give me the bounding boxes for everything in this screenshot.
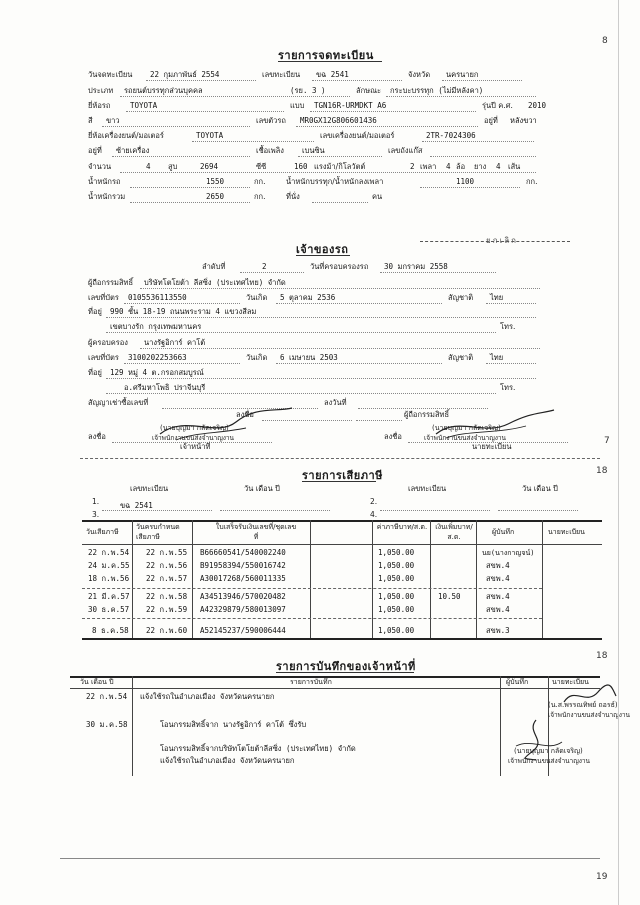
seq-value: 2 xyxy=(262,262,267,271)
tax-by: สขพ.4 xyxy=(486,605,510,614)
registration-title: รายการจดทะเบียน xyxy=(278,49,374,62)
engine-brand-value: TOYOTA xyxy=(196,131,224,140)
contract-date-label: ลงวันที่ xyxy=(324,398,347,407)
tax-date-header-right: วัน เดือน ปี xyxy=(522,484,558,493)
possession-value: 30 มกราคม 2558 xyxy=(384,262,448,271)
possessor-addr-label: ที่อยู่ xyxy=(88,368,102,377)
tax-by: สขพ.4 xyxy=(486,574,510,583)
page-number: 18 xyxy=(596,466,608,476)
legal-owner-label: ผู้ถือกรรมสิทธิ์ xyxy=(88,278,134,287)
reg-no-value: ขฉ 2541 xyxy=(316,70,349,79)
year-value: 2010 xyxy=(528,101,547,110)
model-value: TGN16R-URMDKT A6 xyxy=(314,101,387,110)
tax-col-extra: เงินเพิ่มบาท/ส.ต. xyxy=(435,523,473,541)
tax-paid: 24 ม.ค.55 xyxy=(88,561,130,570)
log-stamp-bottom-role: เจ้าพนักงานขนส่งจำนาญงาน xyxy=(508,757,590,765)
log-stamp-top-role: เจ้าพนักงานขนส่งจำนาญงาน xyxy=(548,711,630,719)
tyre-value: 4 xyxy=(496,162,501,171)
engine-no-value: 2TR-7024306 xyxy=(426,131,476,140)
cyl-unit: สูบ xyxy=(168,162,178,171)
log-col-entry: รายการบันทึก xyxy=(290,678,332,686)
weight-unit: กก. xyxy=(254,177,266,186)
log-col-by: ผู้บันทึก xyxy=(506,678,529,686)
log-stamp-bottom-name: (นายบุญมา กลัดเจริญ) xyxy=(514,747,583,755)
log-date: 22 ก.พ.54 xyxy=(86,692,128,701)
type-value: รถยนต์บรรทุกส่วนบุคคล xyxy=(124,86,203,95)
owner-id-label: เลขที่บัตร xyxy=(88,293,119,302)
cc-unit: ซีซี xyxy=(256,162,267,171)
page-number: 19 xyxy=(596,872,608,882)
tax-col-paid: วันเสียภาษี xyxy=(86,528,119,536)
tax-due: 22 ก.พ.57 xyxy=(146,574,188,583)
owner-nat-value: ไทย xyxy=(490,293,504,302)
officer-right-role: เจ้าพนักงานขนส่งจำนาญงาน xyxy=(424,434,506,442)
officer-left-title: เจ้าหน้าที่ xyxy=(180,442,211,451)
tax-receipt: A30017268/560011335 xyxy=(200,574,286,583)
owner-title: เจ้าของรถ xyxy=(296,243,349,256)
officer-right-title: นายทะเบียน xyxy=(472,442,512,451)
tax-plate-header-left: เลขทะเบียน xyxy=(130,484,169,493)
cyl-value: 4 xyxy=(146,162,151,171)
tax-paid: 22 ก.พ.54 xyxy=(88,548,130,557)
tax-col-due: วันครบกำหนดเสียภาษี xyxy=(136,523,180,541)
tax-date-header-left: วัน เดือน ปี xyxy=(244,484,280,493)
model-label: แบบ xyxy=(290,101,305,110)
reg-date-value: 22 กุมภาพันธ์ 2554 xyxy=(150,70,220,79)
log-date: 30 ม.ค.58 xyxy=(86,720,128,729)
wheel-unit: ล้อ xyxy=(456,162,466,171)
seat-unit: คน xyxy=(372,192,383,201)
tax-title: รายการเสียภาษี xyxy=(302,469,383,482)
tax-by: สขพ.4 xyxy=(486,592,510,601)
possessor-value: นางรัฐอิการ์ คาโต้ xyxy=(144,338,206,347)
page-number: 7 xyxy=(604,436,610,446)
tax-paid: 8 ธ.ค.58 xyxy=(92,626,129,635)
reg-no-label: เลขทะเบียน xyxy=(262,70,301,79)
tax-by: สขพ.4 xyxy=(486,561,510,570)
tax-amount: 1,050.00 xyxy=(378,626,415,635)
possessor-nat-value: ไทย xyxy=(490,353,504,362)
tax-amount: 1,050.00 xyxy=(378,561,415,570)
axle-value: 2 xyxy=(410,162,415,171)
log-col-date: วัน เดือน ปี xyxy=(80,678,114,686)
page-number: 8 xyxy=(602,36,608,46)
sign-left-label: ลงชื่อ xyxy=(88,432,106,441)
possessor-tel-label: โทร. xyxy=(500,383,516,392)
contract-label: สัญญาเช่าซื้อเลขที่ xyxy=(88,398,149,407)
possessor-dob-value: 6 เมษายน 2503 xyxy=(280,353,338,362)
officer-right-name: (นายบุญมา กลัดเจริญ) xyxy=(432,424,501,432)
weight-value: 1550 xyxy=(206,177,225,186)
weight-label: น้ำหนักรถ xyxy=(88,177,121,186)
tax-extra: 10.50 xyxy=(438,592,461,601)
chassis-loc-value: หลังขวา xyxy=(510,116,537,125)
reg-date-label: วันจดทะเบียน xyxy=(88,70,133,79)
brand-label: ยี่ห้อรถ xyxy=(88,101,111,110)
style-label: ลักษณะ xyxy=(356,86,382,95)
load-label: น้ำหนักบรรทุก/น้ำหนักลงเพลา xyxy=(286,177,384,186)
count-label: จำนวน xyxy=(88,162,112,171)
chassis-loc-label: อยู่ที่ xyxy=(484,116,498,125)
year-label: รุ่นปี ค.ศ. xyxy=(482,101,513,110)
possessor-id-value: 3100202253663 xyxy=(128,353,187,362)
tax-col-registrar: นายทะเบียน xyxy=(548,528,585,536)
owner-addr2: เขตบางรัก กรุงเทพมหานคร xyxy=(110,322,202,331)
cc-value: 2694 xyxy=(200,162,219,171)
owner-id-value: 0105536113550 xyxy=(128,293,187,302)
style-value: กระบะบรรทุก (ไม่มีหลังคา) xyxy=(390,86,484,95)
tank-label: เลขถังแก๊ส xyxy=(388,146,423,155)
load-unit: กก. xyxy=(526,177,538,186)
province-value: นครนายก xyxy=(446,70,479,79)
officer-left-role: เจ้าพนักงานขนส่งจำนาญงาน xyxy=(152,434,234,442)
owner-tel-label: โทร. xyxy=(500,322,516,331)
owner-nat-label: สัญชาติ xyxy=(448,293,474,302)
tax-receipt: A52145237/590006444 xyxy=(200,626,286,635)
log-line: แจ้งใช้รถในอำเภอเมือง จังหวัดนครนายก xyxy=(160,756,295,765)
tax-plate-no: 1. xyxy=(92,497,100,506)
possessor-label: ผู้ครอบครอง xyxy=(88,338,128,347)
gross-unit: กก. xyxy=(254,192,266,201)
legal-owner-value: บริษัทโตโยต้า ลีสซิ่ง (ประเทศไทย) จำกัด xyxy=(144,278,286,287)
tax-due: 22 ก.พ.56 xyxy=(146,561,188,570)
sign-label: ลงชื่อ xyxy=(236,410,254,419)
type-code: (รย. 3 ) xyxy=(290,86,326,95)
possessor-id-label: เลขที่บัตร xyxy=(88,353,119,362)
page-number: 18 xyxy=(596,651,608,661)
tax-plate: ขฉ 2541 xyxy=(120,501,153,510)
log-stamp-top-name: (น.ส.พรรณทิพย์ ถอรธ์) xyxy=(548,701,618,709)
log-line: โอนกรรมสิทธิ์จาก นางรัฐอิการ์ คาโต้ ซึ่งรับ xyxy=(160,720,307,729)
axle-unit: เพลา xyxy=(420,162,437,171)
color-value: ขาว xyxy=(106,116,120,125)
brand-value: TOYOTA xyxy=(130,101,158,110)
owner-dob-label: วันเกิด xyxy=(246,293,268,302)
officer-left-name: (นายบุญมา กลัดเจริญ) xyxy=(160,424,229,432)
engine-brand-label: ยี่ห้อเครื่องยนต์/มอเตอร์ xyxy=(88,131,164,140)
tax-by: นย(นางกาญจน์) xyxy=(482,549,535,557)
tax-receipt: B66660541/540002240 xyxy=(200,548,286,557)
tax-receipt: A34513946/570020482 xyxy=(200,592,286,601)
possessor-dob-label: วันเกิด xyxy=(246,353,268,362)
sign-owner-label: ผู้ถือกรรมสิทธิ์ xyxy=(404,410,450,419)
possessor-addr1: 129 หมู่ 4 ต.กรอกสมบูรณ์ xyxy=(110,368,204,377)
engine-no-label: เลขเครื่องยนต์/มอเตอร์ xyxy=(320,131,395,140)
tax-receipt: B91958394/550016742 xyxy=(200,561,286,570)
tax-col-by: ผู้บันทึก xyxy=(492,528,515,536)
seat-label: ที่นั่ง xyxy=(286,192,300,201)
tax-col-tax: ค่าภาษีบาท/ส.ต. xyxy=(376,523,428,531)
tax-due: 22 ก.พ.59 xyxy=(146,605,188,614)
owner-dob-value: 5 ตุลาคม 2536 xyxy=(280,293,336,302)
possessor-nat-label: สัญชาติ xyxy=(448,353,474,362)
tax-receipt: A42329879/580013097 xyxy=(200,605,286,614)
tax-paid: 30 ธ.ค.57 xyxy=(88,605,130,614)
fuel-value: เบนซิน xyxy=(302,146,325,155)
tyre-label: ยาง xyxy=(474,162,487,171)
tax-col-receipt: ใบเสร็จรับเงินเลขที่/ชุดเลขที่ xyxy=(215,523,297,541)
tax-due: 22 ก.พ.58 xyxy=(146,592,188,601)
engine-loc-label: อยู่ที่ xyxy=(88,146,102,155)
tax-amount: 1,050.00 xyxy=(378,574,415,583)
color-label: สี xyxy=(88,116,93,125)
chassis-value: MR0GX12G806601436 xyxy=(300,116,377,125)
tax-by: สขพ.3 xyxy=(486,626,510,635)
fuel-label: เชื้อเพลิง xyxy=(256,146,284,155)
type-label: ประเภท xyxy=(88,86,114,95)
province-label: จังหวัด xyxy=(408,70,431,79)
log-line: โอนกรรมสิทธิ์จากบริษัทโตโยต้าลีสซิ่ง (ประเทศไทย) จำกัด xyxy=(160,744,356,753)
hp-value: 160 xyxy=(294,162,308,171)
engine-loc-value: ซ้ายเครื่อง xyxy=(116,146,150,155)
officer-log-title: รายการบันทึกของเจ้าหน้าที่ xyxy=(276,660,416,673)
tax-amount: 1,050.00 xyxy=(378,592,415,601)
tax-plate-no: 4. xyxy=(370,510,378,519)
wheel-value: 4 xyxy=(446,162,451,171)
tax-plate-no: 2. xyxy=(370,497,378,506)
log-col-registrar: นายทะเบียน xyxy=(552,678,589,686)
tax-amount: 1,050.00 xyxy=(378,548,415,557)
tax-paid: 21 มี.ค.57 xyxy=(88,592,130,601)
load-value: 1100 xyxy=(456,177,475,186)
tax-due: 22 ก.พ.55 xyxy=(146,548,188,557)
seq-label: ลำดับที่ xyxy=(202,262,226,271)
cancel-stamp: ยกเลิก xyxy=(486,236,519,245)
log-line: แจ้งใช้รถในอำเภอเมือง จังหวัดนครนายก xyxy=(140,692,275,701)
tax-plate-no: 3. xyxy=(92,510,100,519)
possession-label: วันที่ครอบครองรถ xyxy=(310,262,369,271)
owner-addr-label: ที่อยู่ xyxy=(88,307,102,316)
hp-unit: แรงม้า/กิโลวัตต์ xyxy=(314,162,366,171)
chassis-label: เลขตัวรถ xyxy=(256,116,286,125)
gross-label: น้ำหนักรวม xyxy=(88,192,126,201)
sign-right-label: ลงชื่อ xyxy=(384,432,402,441)
tax-amount: 1,050.00 xyxy=(378,605,415,614)
tax-plate-header-right: เลขทะเบียน xyxy=(408,484,447,493)
owner-addr1: 990 ชั้น 18-19 ถนนพระราม 4 แขวงสีลม xyxy=(110,307,257,316)
tax-due: 22 ก.พ.60 xyxy=(146,626,188,635)
tax-paid: 18 ก.พ.56 xyxy=(88,574,130,583)
gross-value: 2650 xyxy=(206,192,225,201)
possessor-addr2: อ.ศรีมหาโพธิ ปราจีนบุรี xyxy=(124,383,206,392)
tyre-unit: เส้น xyxy=(508,162,521,171)
